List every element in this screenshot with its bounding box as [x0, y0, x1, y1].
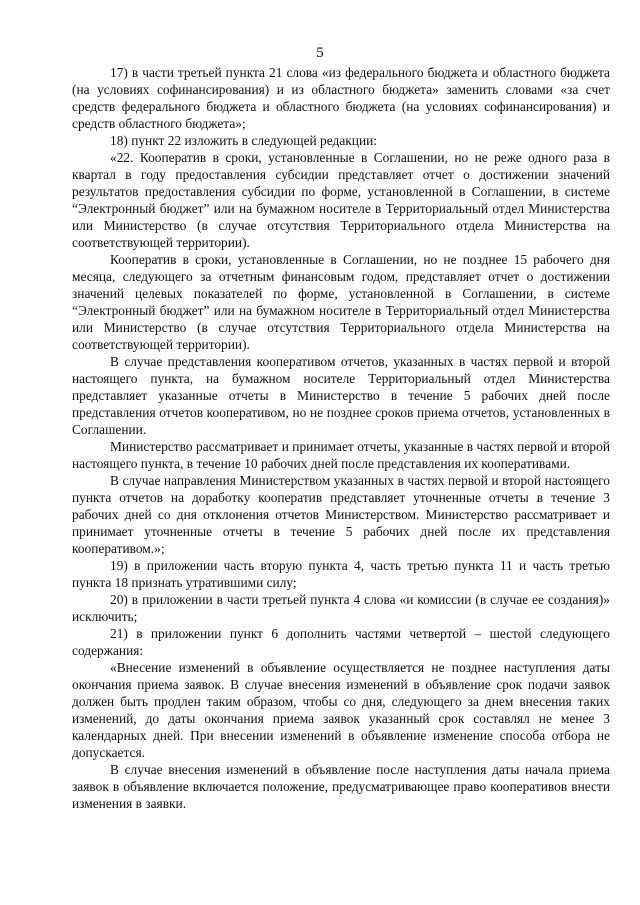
page-number: 5 [316, 45, 324, 61]
paragraph-clause-22-part-4: Министерство рассматривает и принимает отчеты, указанные в частях первой и второй настоящего пункта, в течение 10 рабочих дней после представления их кооперативами. [72, 439, 610, 471]
paragraph-clause-22: «22. Кооператив в сроки, установленные в Соглашении, но не реже одного раза в квартал в году предоставления субсидии представляет отчет о достижении значений результатов предоставления субсидии по форме, установленной в Соглашении, в системе “Электронный бюджет” или на бумажном носителе в Территориальный отдел Министерства или Министерство (в случае отсутствия Территориального отдела Министерства на соответствующей территории). [72, 150, 610, 250]
paragraph-insert-part-4: «Внесение изменений в объявление осуществляется не позднее наступления даты окончания приема заявок. В случае внесения изменений в объявление срок подачи заявок должен быть продлен таким образом, чтобы со дня, следующего за днем внесения таких изменений, до даты окончания приема заявок указанный срок составлял не менее 3 календарных дней. При внесении изменений в объявление изменение способа отбора не допускается. [72, 660, 610, 760]
paragraph-insert-part-5: В случае внесения изменений в объявление после наступления даты начала приема заявок в объявление включается положение, предусматривающее право кооперативов внести изменения в заявки. [72, 762, 610, 811]
document-body [72, 64, 610, 812]
paragraph-clause-22-part-2: Кооператив в сроки, установленные в Соглашении, но не позднее 15 рабочего дня месяца, следующего за отчетным финансовым годом, представляет отчет о достижении значений целевых показателей по форме, установленной в Соглашении, в системе “Электронный бюджет” или на бумажном носителе в Территориальный отдел Министерства или Министерство (в случае отсутствия Территориального отдела Министерства на соответствующей территории). [72, 252, 610, 352]
paragraph-clause-22-part-5: В случае направления Министерством указанных в частях первой и второй настоящего пункта отчетов на доработку кооператив представляет уточненные отчеты в течение 3 рабочих дней со дня отклонения отчетов Министерством. Министерство рассматривает и принимает уточненные отчеты в течение 5 рабочих дней после их представления кооперативом.»; [72, 473, 610, 556]
paragraph-item-17: 17) в части третьей пункта 21 слова «из федерального бюджета и областного бюджета (на условиях софинансирования) и из областного бюджета» заменить словами «за счет средств федерального бюджета и областного бюджета (на условиях софинансирования) и средств областного бюджета»; [72, 65, 610, 131]
paragraph-item-20: 20) в приложении в части третьей пункта 4 слова «и комиссии (в случае ее создания)» исключить; [72, 592, 610, 624]
paragraph-item-21: 21) в приложении пункт 6 дополнить частями четвертой – шестой следующего содержания: [72, 626, 610, 658]
paragraph-item-18: 18) пункт 22 изложить в следующей редакции: [110, 133, 378, 148]
paragraph-item-19: 19) в приложении часть вторую пункта 4, часть третью пункта 11 и часть третью пункта 18 признать утратившими силу; [72, 558, 610, 590]
paragraph-clause-22-part-3: В случае представления кооперативом отчетов, указанных в частях первой и второй настоящего пункта, на бумажном носителе Территориальный отдел Министерства представляет указанные отчеты в Министерство в течение 5 рабочих дней после представления отчетов кооперативом, но не позднее сроков приема отчетов, установленных в Соглашении. [72, 354, 610, 437]
